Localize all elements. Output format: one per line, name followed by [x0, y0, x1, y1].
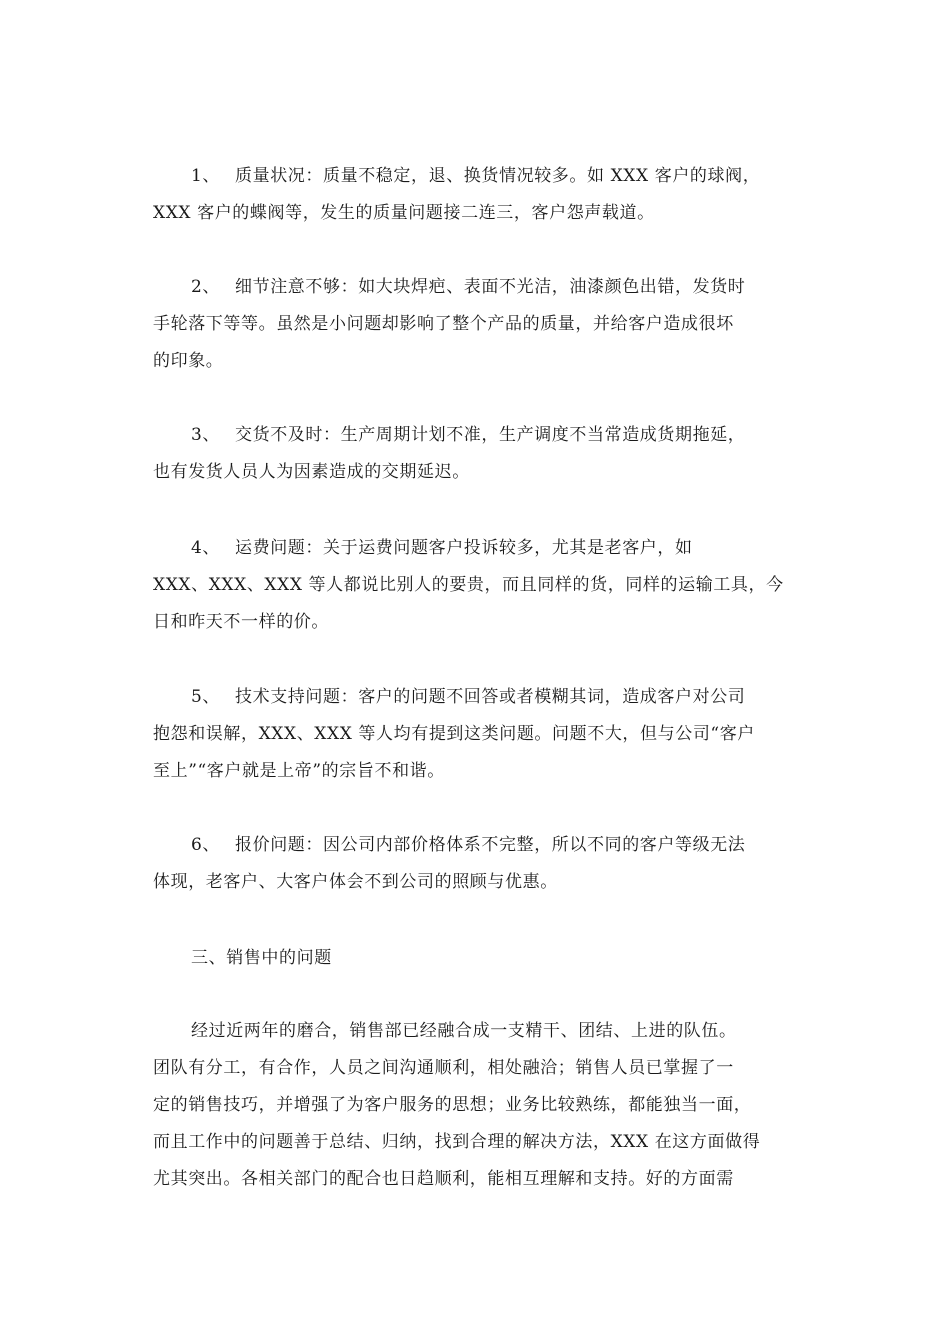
- list-item-text: 日和昨天不一样的价。: [153, 612, 329, 632]
- list-item-number: 5、: [191, 687, 221, 707]
- list-item-6: [153, 827, 801, 901]
- list-item-first-line: [153, 827, 801, 864]
- list-item-text: 手轮落下等等。虽然是小问题却影响了整个产品的质量，并给客户造成很坏: [153, 314, 734, 334]
- list-item-number: 3、: [191, 425, 221, 445]
- list-item-number: 1、: [191, 166, 221, 186]
- list-item-2: [153, 269, 801, 380]
- list-item-first-line: [153, 417, 801, 454]
- list-item-text: 细节注意不够：如大块焊疤、表面不光洁，油漆颜色出错，发货时: [235, 277, 746, 297]
- list-item-text: 也有发货人员人为因素造成的交期延迟。: [153, 462, 470, 482]
- list-item-text: 的印象。: [153, 351, 224, 371]
- list-item-first-line: [153, 679, 801, 716]
- list-item-text: 报价问题：因公司内部价格体系不完整，所以不同的客户等级无法: [235, 835, 746, 855]
- list-item-text: 运费问题：关于运费问题客户投诉较多，尤其是老客户，如: [235, 538, 693, 558]
- list-item-first-line: [153, 530, 801, 567]
- list-item-number: 2、: [191, 277, 221, 297]
- paragraph-line: 尤其突出。各相关部门的配合也日趋顺利，能相互理解和支持。好的方面需: [153, 1169, 734, 1189]
- list-item-text: XXX 客户的蝶阀等，发生的质量问题接二连三，客户怨声载道。: [153, 203, 655, 223]
- list-item-number: 4、: [191, 538, 221, 558]
- list-item-text: XXX、XXX、XXX 等人都说比别人的要贵，而且同样的货，同样的运输工具，今: [153, 575, 784, 595]
- list-item-first-line: [153, 269, 801, 306]
- list-item-text: 质量状况：质量不稳定，退、换货情况较多。如 XXX 客户的球阀，: [235, 166, 761, 186]
- list-item-text: 抱怨和误解，XXX、XXX 等人均有提到这类问题。问题不大，但与公司“客户: [153, 724, 755, 744]
- list-item-text: 至上”“客户就是上帝”的宗旨不和谐。: [153, 761, 445, 781]
- list-item-number: 6、: [191, 835, 221, 855]
- closing-paragraph: [153, 1013, 801, 1198]
- list-item-3: [153, 417, 801, 491]
- list-item-text: 交货不及时：生产周期计划不准，生产调度不当常造成货期拖延，: [235, 425, 746, 445]
- list-item-first-line: [153, 158, 801, 195]
- paragraph-line: 经过近两年的磨合，销售部已经融合成一支精干、团结、上进的队伍。: [191, 1021, 737, 1041]
- list-item-1: [153, 158, 801, 232]
- paragraph-line: 定的销售技巧，并增强了为客户服务的思想；业务比较熟练，都能独当一面，: [153, 1095, 752, 1115]
- list-item-text: 体现，老客户、大客户体会不到公司的照顾与优惠。: [153, 872, 558, 892]
- paragraph-line: 而且工作中的问题善于总结、归纳，找到合理的解决方法，XXX 在这方面做得: [153, 1132, 761, 1152]
- list-item-5: [153, 679, 801, 790]
- list-item-text: 技术支持问题：客户的问题不回答或者模糊其词，造成客户对公司: [235, 687, 746, 707]
- section-heading: 三、销售中的问题: [191, 948, 332, 968]
- list-item-4: [153, 530, 801, 641]
- paragraph-line: 团队有分工，有合作，人员之间沟通顺利，相处融洽；销售人员已掌握了一: [153, 1058, 734, 1078]
